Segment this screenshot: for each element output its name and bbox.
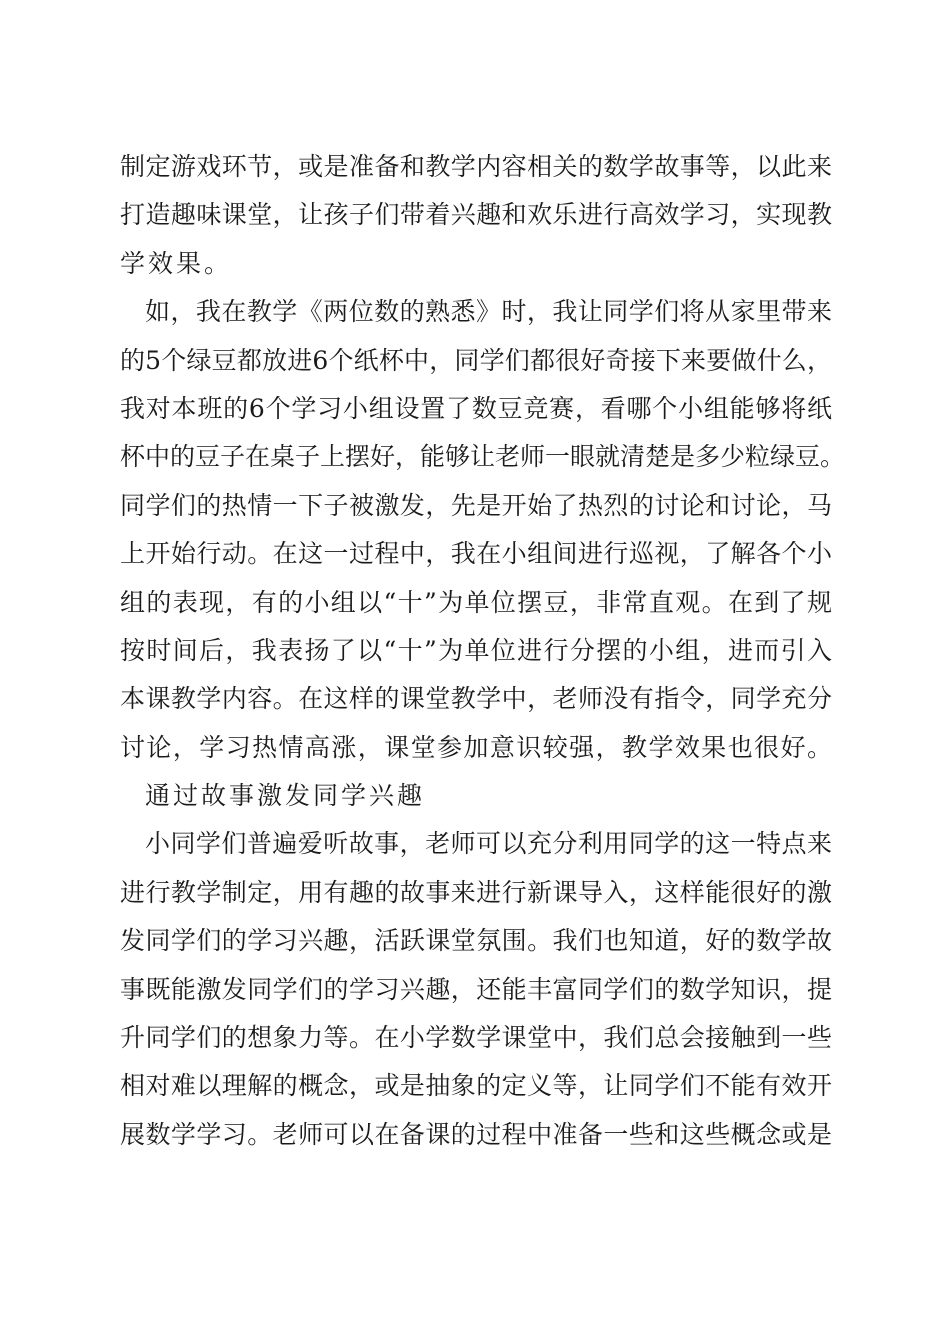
- text-line: 事既能激发同学们的学习兴趣，还能丰富同学们的数学知识，提: [120, 974, 832, 1004]
- text-line: 按时间后，我表扬了以“十”为单位进行分摆的小组，进而引入: [120, 635, 832, 665]
- text-line: 本课教学内容。在这样的课堂教学中，老师没有指令，同学充分: [120, 684, 832, 714]
- paragraph-start-line: 如，我在教学《两位数的熟悉》时，我让同学们将从家里带来: [145, 297, 832, 327]
- text-line: 升同学们的想象力等。在小学数学课堂中，我们总会接触到一些: [120, 1023, 832, 1053]
- text-line: 的5个绿豆都放进6个纸杯中，同学们都很好奇接下来要做什么，: [120, 345, 832, 375]
- section-heading: 通过故事激发同学兴趣: [145, 781, 426, 811]
- text-line: 学效果。: [120, 248, 233, 278]
- paragraph-start-line: 小同学们普遍爱听故事，老师可以充分利用同学的这一特点来: [145, 829, 832, 859]
- text-line: 进行教学制定，用有趣的故事来进行新课导入，这样能很好的激: [120, 877, 832, 907]
- document-body: [120, 143, 846, 1159]
- text-line: 讨论，学习热情高涨，课堂参加意识较强，教学效果也很好。: [120, 732, 832, 762]
- text-line: 制定游戏环节，或是准备和教学内容相关的数学故事等，以此来: [120, 152, 832, 181]
- text-line: 组的表现，有的小组以“十”为单位摆豆，非常直观。在到了规: [120, 587, 832, 617]
- text-line: 发同学们的学习兴趣，活跃课堂氛围。我们也知道，好的数学故: [120, 926, 832, 956]
- text-line: 展数学学习。老师可以在备课的过程中准备一些和这些概念或是: [120, 1119, 832, 1149]
- text-line: 上开始行动。在这一过程中，我在小组间进行巡视，了解各个小: [120, 539, 832, 569]
- text-line: 杯中的豆子在桌子上摆好，能够让老师一眼就清楚是多少粒绿豆。: [120, 442, 846, 472]
- text-line: 相对难以理解的概念，或是抽象的定义等，让同学们不能有效开: [120, 1071, 832, 1101]
- text-line: 打造趣味课堂，让孩子们带着兴趣和欢乐进行高效学习，实现教: [120, 200, 832, 230]
- text-line: 同学们的热情一下子被激发，先是开始了热烈的讨论和讨论，马: [120, 490, 832, 520]
- text-line: 我对本班的6个学习小组设置了数豆竞赛，看哪个小组能够将纸: [120, 393, 832, 423]
